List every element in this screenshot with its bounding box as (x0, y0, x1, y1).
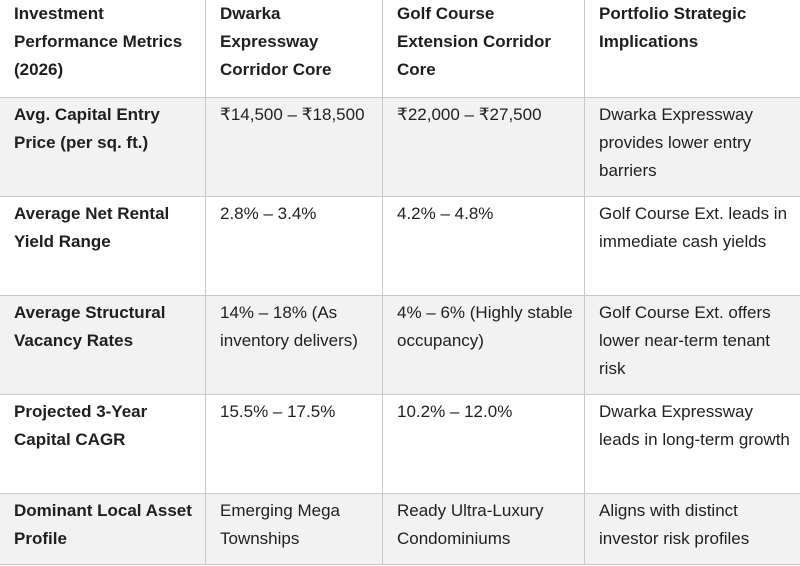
header-dwarka-expressway: Dwarka Expressway Corridor Core (206, 0, 383, 98)
dwarka-value: 15.5% – 17.5% (206, 395, 383, 494)
implication-text: Golf Course Ext. leads in immediate cash yields (585, 197, 800, 296)
table-row (0, 494, 800, 565)
row-metric-label: Dominant Local Asset Profile (0, 494, 206, 565)
implication-text: Dwarka Expressway leads in long-term growth (585, 395, 800, 494)
implication-text: Golf Course Ext. offers lower near-term tenant risk (585, 296, 800, 395)
header-strategic-implications: Portfolio Strategic Implications (585, 0, 800, 98)
table-row (0, 395, 800, 494)
row-metric-label: Avg. Capital Entry Price (per sq. ft.) (0, 98, 206, 197)
golf-course-value: 10.2% – 12.0% (383, 395, 585, 494)
golf-course-value: 4% – 6% (Highly stable occupancy) (383, 296, 585, 395)
table-header-row (0, 0, 800, 98)
row-metric-label: Projected 3-Year Capital CAGR (0, 395, 206, 494)
table-row (0, 296, 800, 395)
dwarka-value: ₹14,500 – ₹18,500 (206, 98, 383, 197)
golf-course-value: Ready Ultra-Luxury Condominiums (383, 494, 585, 565)
row-metric-label: Average Structural Vacancy Rates (0, 296, 206, 395)
dwarka-value: 2.8% – 3.4% (206, 197, 383, 296)
implication-text: Aligns with distinct investor risk profiles (585, 494, 800, 565)
golf-course-value: ₹22,000 – ₹27,500 (383, 98, 585, 197)
dwarka-value: 14% – 18% (As inventory delivers) (206, 296, 383, 395)
golf-course-value: 4.2% – 4.8% (383, 197, 585, 296)
table-row (0, 197, 800, 296)
header-metrics: Investment Performance Metrics (2026) (0, 0, 206, 98)
implication-text: Dwarka Expressway provides lower entry barriers (585, 98, 800, 197)
table-row (0, 98, 800, 197)
row-metric-label: Average Net Rental Yield Range (0, 197, 206, 296)
dwarka-value: Emerging Mega Townships (206, 494, 383, 565)
header-golf-course-extension: Golf Course Extension Corridor Core (383, 0, 585, 98)
